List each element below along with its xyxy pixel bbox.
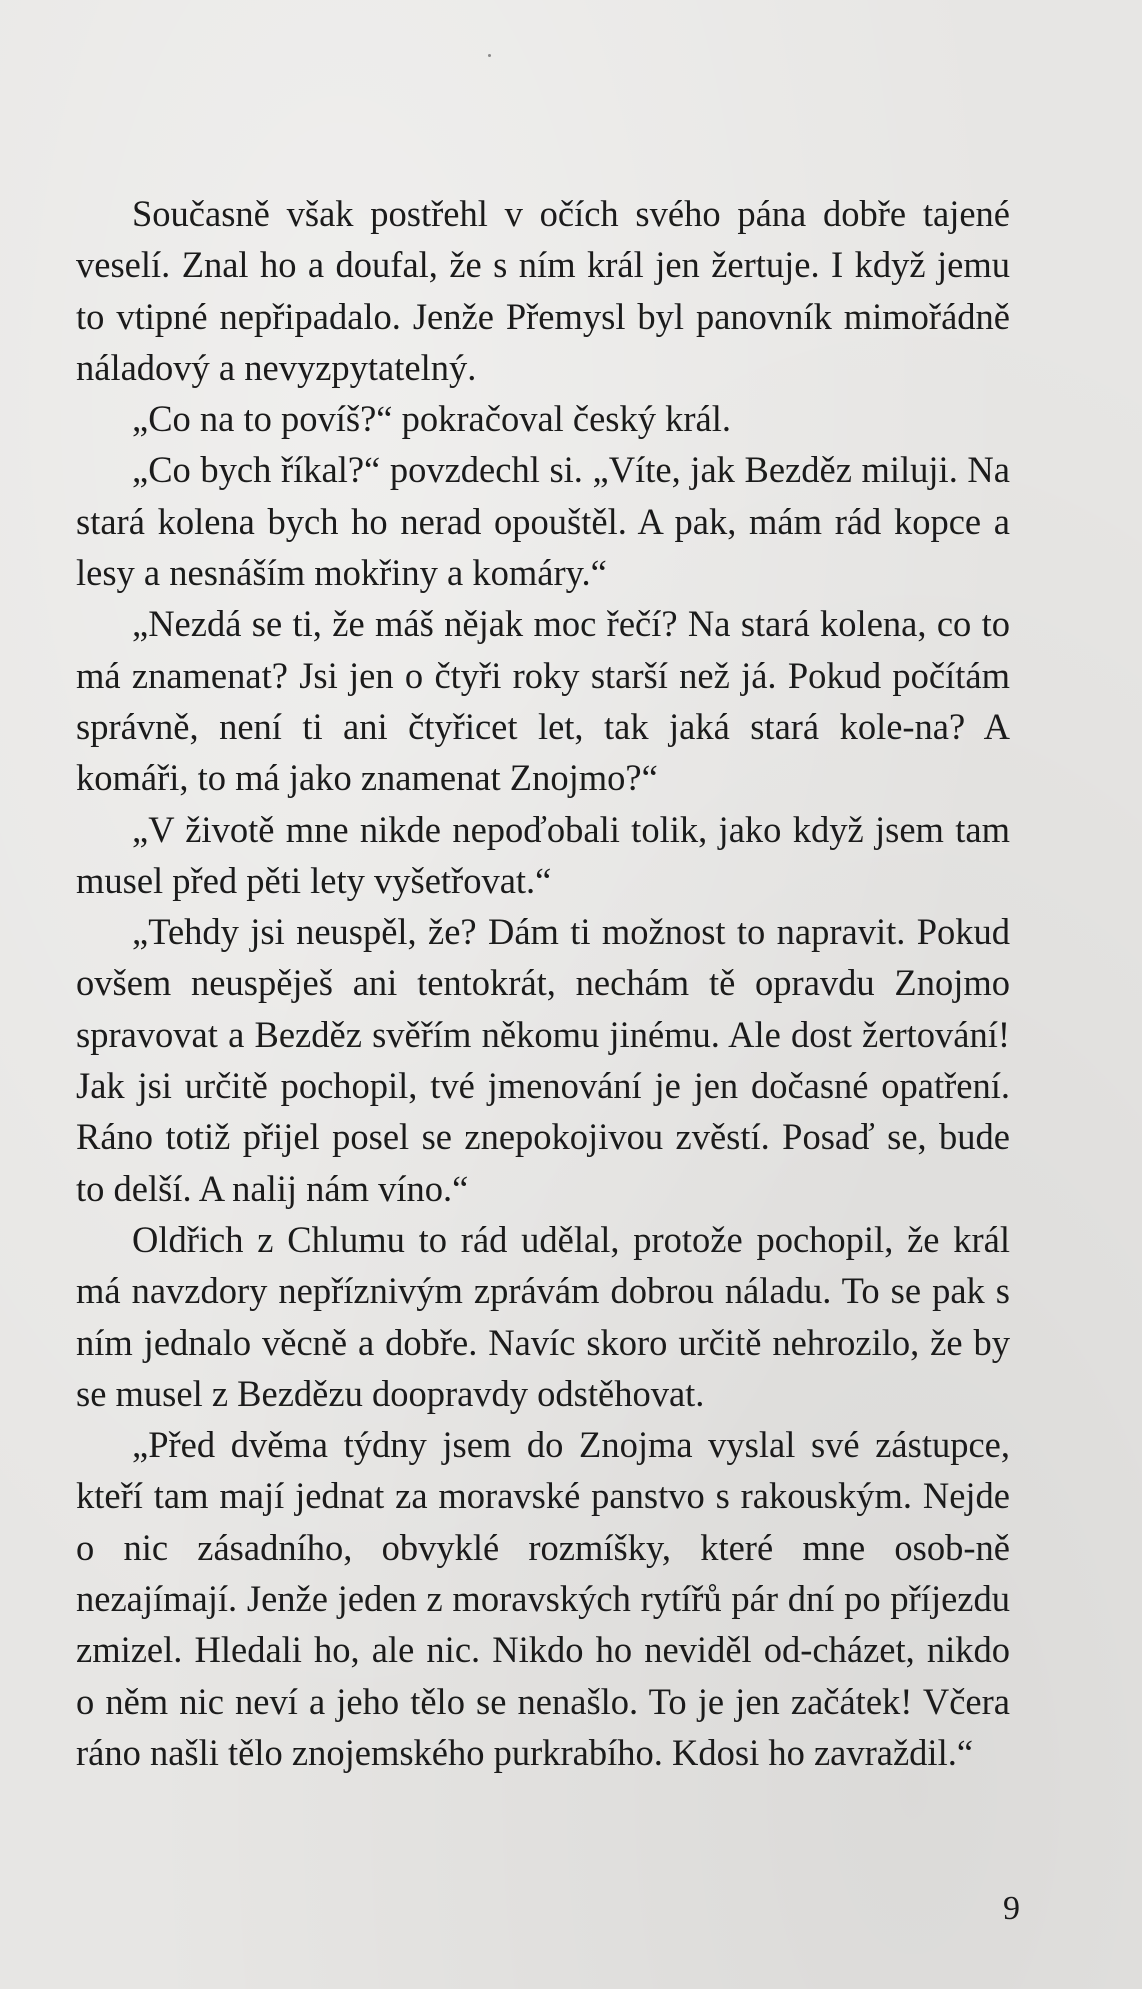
paragraph: „Co na to povíš?“ pokračoval český král. xyxy=(132,398,732,440)
paragraph: „V životě mne nikde nepoďobali tolik, jako když jsem tam musel před pěti lety vyšetřovat.“ xyxy=(76,808,1010,901)
paragraph: Oldřich z Chlumu to rád udělal, protože pochopil, že král má navzdory nepříznivým zprávám dobrou náladu. To se pak s ním jednalo věcně a dobře. Navíc skoro určitě nehrozilo, že by se musel z Bezdězu doopravdy odstěhovat. xyxy=(76,1218,1010,1414)
paragraph: „Před dvěma týdny jsem do Znojma vyslal své zástupce, kteří tam mají jednat za moravské panstvo s rakouským. Nejde o nic zásadního, obvyklé rozmíšky, které mne osob-ně nezajímají. Jenže jeden z moravských rytířů pár dní po příjezdu zmizel. Hledali ho, ale nic. Nikdo ho neviděl od-cházet, nikdo o něm nic neví a jeho tělo se nenašlo. To je jen začátek! Včera ráno našli tělo znojemského purkrabího. Kdosi ho zavraždil.“ xyxy=(76,1424,1010,1773)
paragraph: „Tehdy jsi neuspěl, že? Dám ti možnost to napravit. Pokud ovšem neuspěješ ani tentokrát, nechám tě opravdu Znojmo spravovat a Bezděz svěřím někomu jinému. Ale dost žertování! Jak jsi určitě pochopil, tvé jmenování je jen dočasné opatření. Ráno totiž přijel posel se znepokojivou zvěstí. Posaď se, bude to delší. A nalij nám víno.“ xyxy=(76,911,1010,1209)
paragraph: „Nezdá se ti, že máš nějak moc řečí? Na stará kolena, co to má znamenat? Jsi jen o čtyři roky starší než já. Pokud počítám správně, není ti ani čtyřicet let, tak jaká stará kole-na? A komáři, to má jako znamenat Znojmo?“ xyxy=(76,603,1010,799)
paragraph: „Co bych říkal?“ povzdechl si. „Víte, jak Bezděz miluji. Na stará kolena bych ho nerad opouštěl. A pak, mám rád kopce a lesy a nesnáším mokřiny a komáry.“ xyxy=(76,449,1010,594)
paragraph: Současně však postřehl v očích svého pána dobře tajené veselí. Znal ho a doufal, že s ním král jen žertuje. I když jemu to vtipné nepřipadalo. Jenže Přemysl byl panovník mimořádně náladový a nevyzpytatelný. xyxy=(76,193,1010,388)
paper-speck xyxy=(488,54,491,57)
page-number: 9 xyxy=(1003,1890,1020,1927)
body-text xyxy=(76,188,1010,1778)
